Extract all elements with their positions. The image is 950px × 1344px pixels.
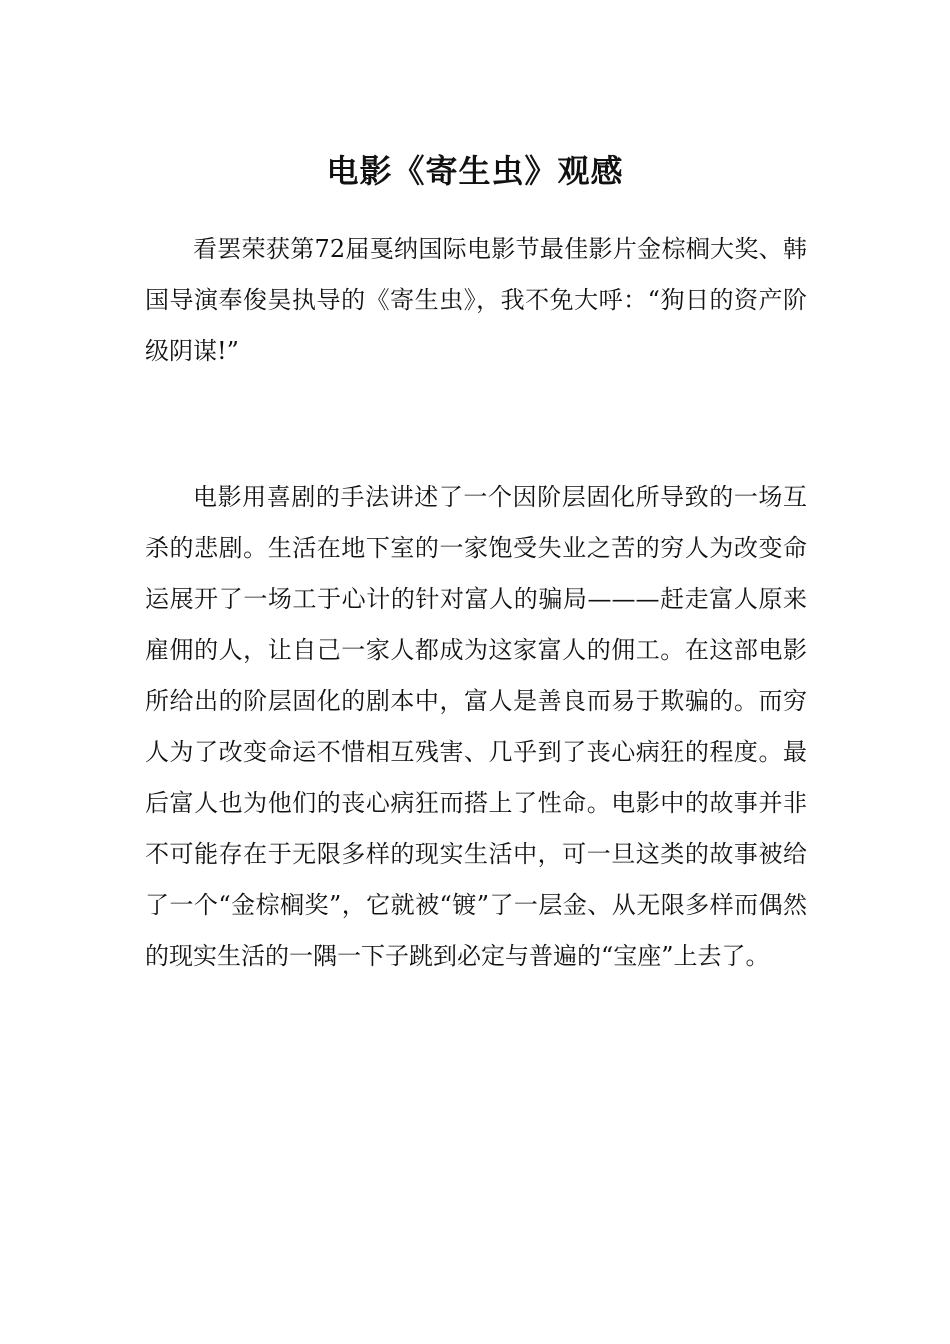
paragraph-review: 电影用喜剧的手法讲述了一个因阶层固化所导致的一场互杀的悲剧。生活在地下室的一家饱受失业之苦的穷人为改变命运展开了一场工于心计的针对富人的骗局———赶走富人原来雇佣的人，让自己一家人都成为这家富人的佣工。在这部电影所给出的阶层固化的剧本中，富人是善良而易于欺骗的。而穷人为了改变命运不惜相互残害、几乎到了丧心病狂的程度。最后富人也为他们的丧心病狂而搭上了性命。电影中的故事并非不可能存在于无限多样的现实生活中，可一旦这类的故事被给了一个“金棕榈奖”，它就被“镀”了一层金、从无限多样而偶然的现实生活的一隅一下子跳到必定与普遍的“宝座”上去了。 — [145, 483, 807, 970]
page-title: 电影《寄生虫》观感 — [326, 152, 624, 191]
paragraph-intro: 看罢荣获第72届戛纳国际电影节最佳影片金棕榈大奖、韩国导演奉俊昊执导的《寄生虫》，我不免大呼：“狗日的资产阶级阴谋!” — [145, 235, 807, 365]
